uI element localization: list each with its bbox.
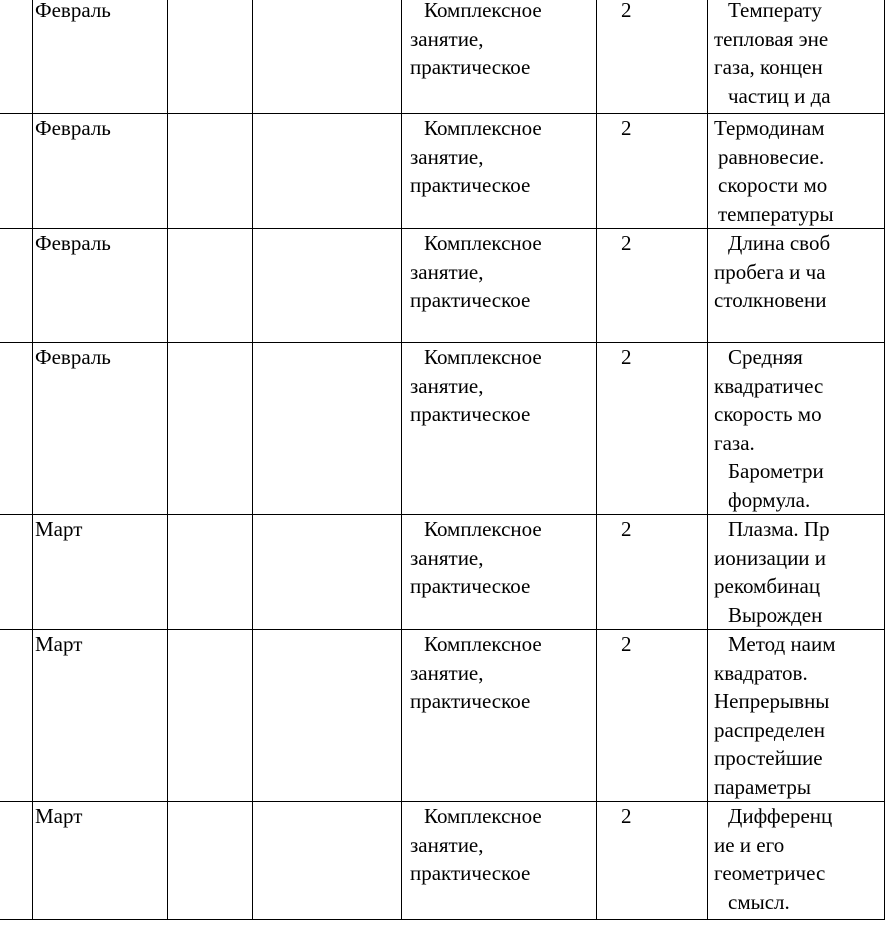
- topic-line: квадратичес: [714, 373, 824, 398]
- topic-line: Метод наим: [728, 632, 836, 656]
- empty-cell: [168, 229, 253, 343]
- topic-line: Температу: [728, 0, 822, 22]
- topic-line: Плазма. Пр: [728, 517, 830, 541]
- topic-line: температуры: [718, 201, 834, 226]
- lesson-form-cell: [402, 229, 597, 343]
- month-cell: Февраль: [33, 114, 168, 229]
- hours-cell: 2: [597, 630, 708, 802]
- empty-cell: [253, 0, 402, 114]
- empty-cell: [168, 114, 253, 229]
- hours-cell: 2: [597, 802, 708, 920]
- index-cell: [0, 0, 33, 114]
- form-line: занятие,: [410, 373, 484, 398]
- month-cell: Март: [33, 630, 168, 802]
- topic-line: равновесие.: [718, 144, 825, 169]
- topic-line: рекомбинац: [714, 574, 821, 598]
- topic-line: Вырожден: [728, 602, 823, 627]
- index-cell: [0, 343, 33, 515]
- empty-cell: [253, 114, 402, 229]
- empty-cell: [168, 515, 253, 630]
- topic-line: скорость мо: [714, 402, 822, 426]
- topic-line: тепловая эне: [714, 26, 829, 51]
- hours-cell: 2: [597, 515, 708, 630]
- topic-line: Дифференц: [728, 804, 833, 828]
- table-row: [0, 229, 885, 343]
- topic-line: частиц и да: [728, 83, 831, 108]
- index-cell: [0, 630, 33, 802]
- hours-cell: 2: [597, 114, 708, 229]
- topic-line: Барометри: [728, 459, 824, 483]
- topic-cell: [708, 630, 885, 802]
- form-line: занятие,: [410, 545, 484, 570]
- topic-cell: [708, 229, 885, 343]
- form-line: Комплексное: [424, 231, 542, 255]
- empty-cell: [168, 802, 253, 920]
- table-row: [0, 630, 885, 802]
- form-line: практическое: [410, 861, 531, 885]
- table-row: [0, 114, 885, 229]
- form-line: занятие,: [410, 144, 484, 169]
- table-row: [0, 802, 885, 920]
- month-cell: Март: [33, 515, 168, 630]
- month-cell: Февраль: [33, 0, 168, 114]
- lesson-form-cell: [402, 0, 597, 114]
- topic-line: распределен: [714, 717, 825, 742]
- hours-cell: 2: [597, 229, 708, 343]
- form-line: практическое: [410, 689, 531, 713]
- form-line: практическое: [410, 173, 531, 197]
- form-line: Комплексное: [424, 517, 542, 541]
- empty-cell: [253, 630, 402, 802]
- topic-line: газа, концен: [714, 55, 823, 79]
- form-line: Комплексное: [424, 804, 542, 828]
- topic-line: геометричес: [714, 861, 826, 885]
- hours-cell: 2: [597, 343, 708, 515]
- lesson-form-cell: [402, 630, 597, 802]
- form-line: занятие,: [410, 832, 484, 857]
- form-line: занятие,: [410, 660, 484, 685]
- topic-line: ионизации и: [714, 545, 827, 570]
- topic-line: Термодинам: [714, 116, 825, 140]
- month-cell: Февраль: [33, 343, 168, 515]
- form-line: Комплексное: [424, 0, 542, 22]
- topic-line: ие и его: [714, 832, 785, 857]
- topic-cell: [708, 515, 885, 630]
- form-line: занятие,: [410, 26, 484, 51]
- topic-line: Длина своб: [728, 231, 831, 255]
- topic-line: скорости мо: [718, 173, 828, 197]
- empty-cell: [168, 343, 253, 515]
- hours-cell: 2: [597, 0, 708, 114]
- topic-line: Непрерывны: [714, 689, 830, 713]
- lesson-form-cell: [402, 515, 597, 630]
- form-line: практическое: [410, 288, 531, 312]
- lesson-form-cell: [402, 343, 597, 515]
- form-line: практическое: [410, 55, 531, 79]
- empty-cell: [168, 630, 253, 802]
- topic-line: Средняя: [728, 345, 803, 369]
- topic-line: формула.: [728, 487, 811, 512]
- index-cell: [0, 515, 33, 630]
- topic-line: параметры: [714, 774, 812, 799]
- topic-line: столкновени: [714, 288, 827, 312]
- table-row: [0, 515, 885, 630]
- topic-line: смысл.: [728, 889, 790, 914]
- topic-line: газа.: [714, 430, 755, 455]
- table-row: [0, 343, 885, 515]
- topic-cell: [708, 802, 885, 920]
- form-line: Комплексное: [424, 345, 542, 369]
- topic-line: квадратов.: [714, 660, 808, 685]
- empty-cell: [253, 229, 402, 343]
- index-cell: [0, 802, 33, 920]
- index-cell: [0, 229, 33, 343]
- month-cell: Февраль: [33, 229, 168, 343]
- empty-cell: [253, 343, 402, 515]
- table-row: [0, 0, 885, 114]
- form-line: практическое: [410, 402, 531, 426]
- empty-cell: [253, 515, 402, 630]
- lesson-form-cell: [402, 802, 597, 920]
- form-line: практическое: [410, 574, 531, 598]
- form-line: Комплексное: [424, 632, 542, 656]
- month-cell: Март: [33, 802, 168, 920]
- index-cell: [0, 114, 33, 229]
- topic-cell: [708, 114, 885, 229]
- topic-cell: [708, 0, 885, 114]
- topic-line: простейшие: [714, 746, 823, 770]
- empty-cell: [168, 0, 253, 114]
- form-line: Комплексное: [424, 116, 542, 140]
- empty-cell: [253, 802, 402, 920]
- topic-cell: [708, 343, 885, 515]
- topic-line: пробега и ча: [714, 259, 826, 284]
- lesson-form-cell: [402, 114, 597, 229]
- form-line: занятие,: [410, 259, 484, 284]
